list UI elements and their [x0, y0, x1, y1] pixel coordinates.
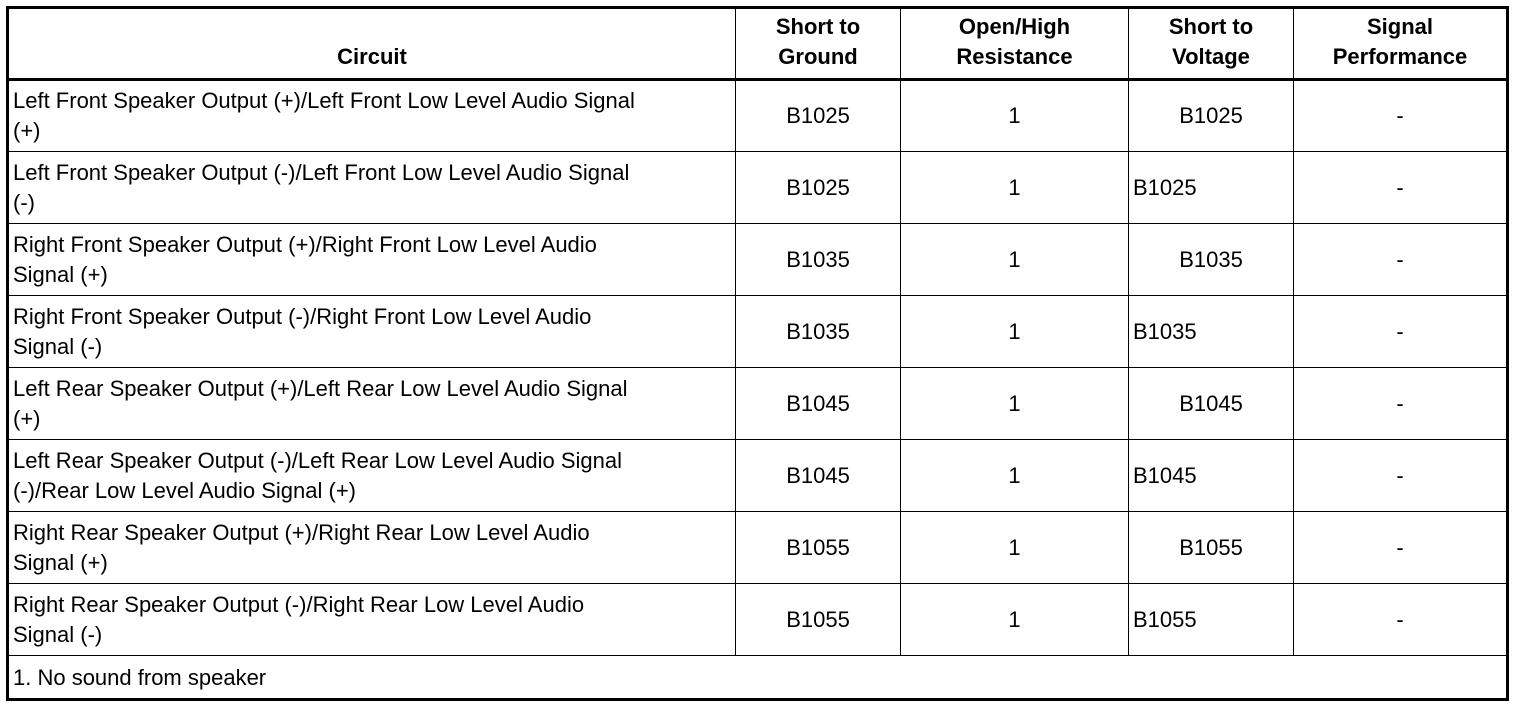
cell-circuit	[8, 152, 736, 224]
circuit-line-2: Signal (-)	[13, 333, 103, 359]
cell-circuit	[8, 80, 736, 152]
table-row	[8, 440, 1508, 512]
header-short-to-ground-line-1: Short to	[775, 14, 861, 39]
header-signal-performance	[1294, 8, 1508, 80]
cell-short-to-voltage: B1045	[1129, 368, 1294, 440]
footnote: 1. No sound from speaker	[8, 656, 1508, 700]
header-short-to-voltage	[1129, 8, 1294, 80]
cell-short-to-ground: B1055	[736, 584, 901, 656]
header-open-high-resistance-line-2: Resistance	[956, 44, 1073, 69]
circuit-line-1: Left Rear Speaker Output (-)/Left Rear Low Level Audio Signal	[13, 447, 623, 473]
cell-signal-performance: -	[1294, 224, 1508, 296]
table-row	[8, 296, 1508, 368]
cell-short-to-ground: B1025	[736, 152, 901, 224]
table-row	[8, 368, 1508, 440]
cell-open-high-resistance: 1	[901, 152, 1129, 224]
cell-signal-performance: -	[1294, 440, 1508, 512]
circuit-line-1: Right Rear Speaker Output (-)/Right Rear Low Level Audio	[13, 591, 585, 617]
circuit-line-2: Signal (+)	[13, 261, 108, 287]
header-signal-performance-line-1: Signal	[1366, 14, 1433, 39]
table-row	[8, 512, 1508, 584]
diagnostic-table	[6, 6, 1509, 701]
cell-circuit	[8, 440, 736, 512]
circuit-line-1: Left Front Speaker Output (+)/Left Front Low Level Audio Signal	[13, 88, 635, 113]
cell-open-high-resistance: 1	[901, 224, 1129, 296]
table-row	[8, 152, 1508, 224]
cell-signal-performance: -	[1294, 152, 1508, 224]
table-row	[8, 80, 1508, 152]
cell-signal-performance: -	[1294, 512, 1508, 584]
cell-open-high-resistance: 1	[901, 368, 1129, 440]
circuit-line-1: Left Rear Speaker Output (+)/Left Rear Low Level Audio Signal	[13, 375, 628, 401]
cell-open-high-resistance: 1	[901, 584, 1129, 656]
cell-open-high-resistance: 1	[901, 296, 1129, 368]
cell-short-to-voltage: B1035	[1129, 224, 1294, 296]
cell-short-to-voltage: B1035	[1129, 296, 1294, 368]
header-row	[8, 8, 1508, 80]
cell-signal-performance: -	[1294, 584, 1508, 656]
table-body	[8, 80, 1508, 700]
circuit-line-1: Left Front Speaker Output (-)/Left Front Low Level Audio Signal	[13, 159, 630, 185]
footnote-row	[8, 656, 1508, 700]
table-row	[8, 584, 1508, 656]
header-short-to-ground	[736, 8, 901, 80]
circuit-line-2: (-)	[13, 189, 35, 215]
header-circuit	[8, 8, 736, 80]
header-short-to-voltage-line-1: Short to	[1168, 14, 1254, 39]
cell-short-to-voltage: B1025	[1129, 152, 1294, 224]
circuit-line-1: Right Front Speaker Output (+)/Right Front Low Level Audio	[13, 231, 597, 257]
cell-short-to-ground: B1035	[736, 296, 901, 368]
cell-short-to-ground: B1055	[736, 512, 901, 584]
cell-short-to-voltage: B1025	[1129, 80, 1294, 152]
cell-short-to-ground: B1045	[736, 368, 901, 440]
circuit-line-1: Right Front Speaker Output (-)/Right Front Low Level Audio	[13, 303, 592, 329]
cell-short-to-ground: B1045	[736, 440, 901, 512]
cell-short-to-ground: B1035	[736, 224, 901, 296]
cell-circuit	[8, 584, 736, 656]
cell-circuit	[8, 224, 736, 296]
cell-short-to-voltage: B1055	[1129, 512, 1294, 584]
cell-short-to-voltage: B1045	[1129, 440, 1294, 512]
cell-circuit	[8, 296, 736, 368]
header-signal-performance-line-2: Performance	[1332, 44, 1468, 69]
header-short-to-ground-line-2: Ground	[778, 44, 858, 69]
cell-signal-performance: -	[1294, 368, 1508, 440]
circuit-line-1: Right Rear Speaker Output (+)/Right Rear Low Level Audio	[13, 519, 590, 545]
cell-short-to-ground: B1025	[736, 80, 901, 152]
cell-open-high-resistance: 1	[901, 440, 1129, 512]
cell-circuit	[8, 368, 736, 440]
table-row	[8, 224, 1508, 296]
header-circuit-label: Circuit	[337, 44, 407, 69]
circuit-line-2: Signal (-)	[13, 621, 103, 647]
cell-circuit	[8, 512, 736, 584]
cell-short-to-voltage: B1055	[1129, 584, 1294, 656]
header-open-high-resistance	[901, 8, 1129, 80]
table-header	[8, 8, 1508, 80]
cell-signal-performance: -	[1294, 80, 1508, 152]
circuit-line-2: (+)	[13, 405, 41, 431]
cell-open-high-resistance: 1	[901, 80, 1129, 152]
circuit-line-2: (+)	[13, 118, 41, 143]
circuit-line-2: Signal (+)	[13, 549, 108, 575]
cell-signal-performance: -	[1294, 296, 1508, 368]
header-short-to-voltage-line-2: Voltage	[1172, 44, 1250, 69]
circuit-line-2: (-)/Rear Low Level Audio Signal (+)	[13, 477, 356, 503]
cell-open-high-resistance: 1	[901, 512, 1129, 584]
header-open-high-resistance-line-1: Open/High	[958, 14, 1071, 39]
